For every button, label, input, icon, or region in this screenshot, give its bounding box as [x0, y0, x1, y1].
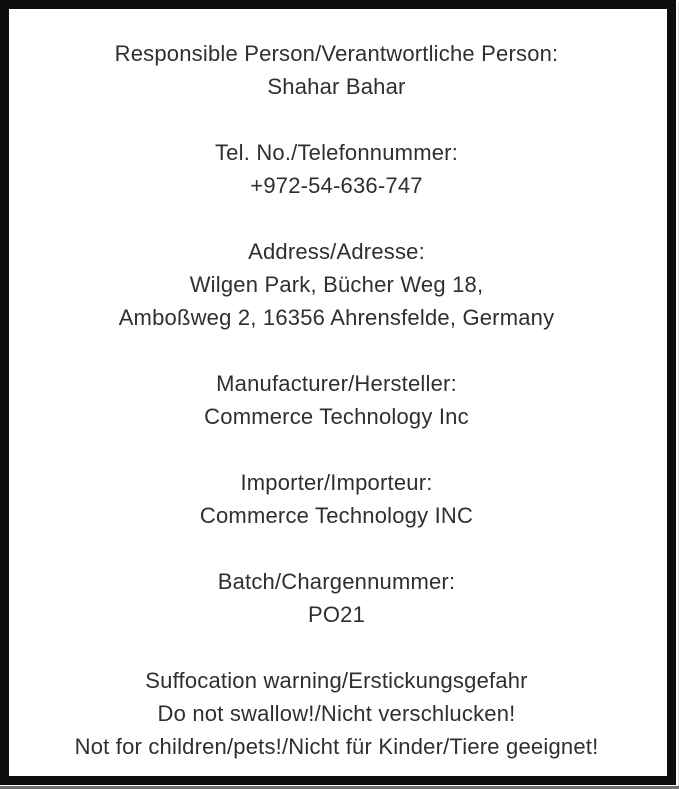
- responsible-person-value: Shahar Bahar: [267, 74, 406, 99]
- section-manufacturer: [18, 367, 655, 433]
- warning-swallow: Do not swallow!/Nicht verschlucken!: [157, 701, 516, 726]
- section-importer: [18, 466, 655, 532]
- label-content: [18, 18, 655, 763]
- section-telephone: [18, 136, 655, 202]
- warning-children-pets: Not for children/pets!/Nicht für Kinder/Tiere geeignet!: [74, 734, 599, 759]
- batch-value: PO21: [307, 602, 366, 627]
- manufacturer-value: Commerce Technology Inc: [204, 404, 469, 429]
- warning-suffocation: Suffocation warning/Erstickungsgefahr: [145, 668, 528, 693]
- manufacturer-heading: Manufacturer/Hersteller:: [216, 371, 457, 396]
- section-address: [18, 235, 655, 334]
- section-batch: [18, 565, 655, 631]
- section-responsible-person: [18, 37, 655, 103]
- address-line-1: Wilgen Park, Bücher Weg 18,: [189, 272, 484, 297]
- importer-value: Commerce Technology INC: [199, 503, 474, 528]
- address-heading: Address/Adresse:: [248, 239, 425, 264]
- responsible-person-heading: Responsible Person/Verantwortliche Person:: [114, 41, 559, 66]
- section-warnings: [18, 664, 655, 763]
- batch-heading: Batch/Chargennummer:: [217, 569, 456, 594]
- importer-heading: Importer/Importeur:: [240, 470, 433, 495]
- address-line-2: Amboßweg 2, 16356 Ahrensfelde, Germany: [118, 305, 555, 330]
- telephone-value: +972-54-636-747: [250, 173, 423, 198]
- telephone-heading: Tel. No./Telefonnummer:: [214, 140, 459, 165]
